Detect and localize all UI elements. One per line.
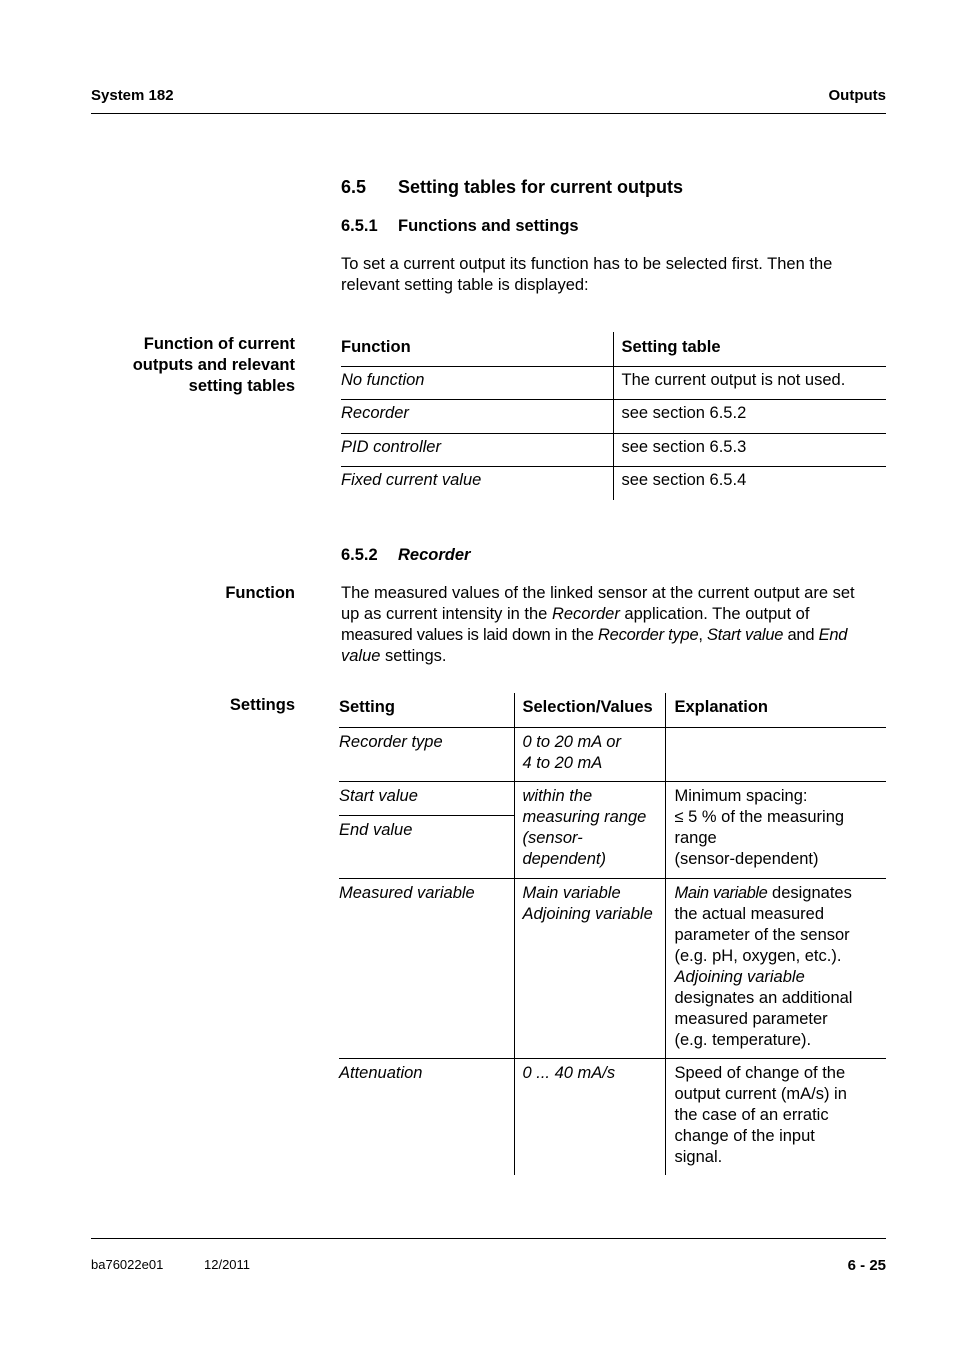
cell-line: parameter of the sensor (674, 925, 850, 944)
text-run: designates (767, 883, 852, 902)
setting-cell: Measured variable (339, 878, 514, 1058)
cell-line: (e.g. pH, oxygen, etc.). (674, 946, 842, 965)
cell-line (675, 883, 887, 904)
side-label-function: Function (225, 584, 295, 602)
text-run: measured values is laid down in the (341, 626, 598, 644)
cell-line: 0 to 20 mA or (522, 732, 621, 751)
explanation-cell (665, 878, 886, 1058)
paragraph-line (341, 604, 891, 625)
setting-table-cell: see section 6.5.2 (613, 400, 886, 434)
cell-line: the case of an erratic (674, 1105, 829, 1124)
values-cell (514, 781, 665, 878)
section-number: 6.5.2 (341, 546, 378, 564)
text-run-italic: Recorder type (597, 626, 699, 644)
table-row (339, 781, 886, 815)
table-row (339, 727, 886, 781)
intro-paragraph (341, 254, 886, 296)
setting-cell: Recorder type (339, 727, 514, 781)
text-run: and (783, 626, 819, 644)
table-row (341, 366, 886, 400)
text-run-italic: Main variable (674, 883, 768, 902)
text-run-italic: Recorder (551, 605, 620, 623)
intro-line: To set a current output its function has to be selected first. Then the (341, 255, 833, 273)
cell-line: designates an additional (674, 988, 853, 1007)
values-cell (514, 878, 665, 1058)
settings-table (339, 693, 886, 1175)
text-run: application. The output of (619, 605, 810, 623)
cell-line: signal. (674, 1147, 723, 1166)
cell-line: measuring range (522, 807, 647, 826)
section-number: 6.5.1 (341, 217, 378, 235)
footer-date: 12/2011 (204, 1257, 251, 1272)
cell-line: within the (522, 786, 593, 805)
column-header-selection-values: Selection/Values (514, 693, 665, 727)
table-row (339, 1058, 886, 1175)
section-title: Recorder (398, 546, 471, 564)
section-heading-6-5-1 (341, 217, 579, 236)
paragraph-line: The measured values of the linked sensor at the current output are set (341, 584, 855, 602)
page-number: 6 - 25 (847, 1257, 886, 1274)
side-label-line: outputs and relevant (132, 356, 295, 374)
explanation-cell (665, 727, 886, 781)
cell-line: output current (mA/s) in (674, 1084, 847, 1103)
table-row (341, 400, 886, 434)
section-number: 6.5 (341, 177, 367, 197)
section-title: Setting tables for current outputs (398, 177, 684, 197)
setting-table-cell: see section 6.5.4 (613, 467, 886, 501)
cell-line: (sensor- (522, 828, 583, 847)
setting-cell: End value (339, 815, 514, 878)
side-label-settings: Settings (229, 696, 295, 714)
cell-line: 4 to 20 mA (522, 753, 603, 772)
setting-table-cell: see section 6.5.3 (613, 433, 886, 467)
intro-line: relevant setting table is displayed: (341, 276, 589, 294)
table-row (341, 467, 886, 501)
setting-cell: Start value (339, 781, 514, 815)
values-cell: 0 ... 40 mA/s (514, 1058, 665, 1175)
cell-line: Adjoining variable (674, 967, 805, 986)
text-run: settings. (380, 647, 447, 665)
function-cell: Fixed current value (341, 471, 482, 489)
cell-line: (e.g. temperature). (674, 1030, 812, 1049)
cell-line: dependent) (522, 849, 606, 868)
setting-cell: Attenuation (339, 1063, 423, 1082)
text-run-italic: value (341, 647, 381, 665)
section-heading-6-5 (341, 177, 683, 198)
recorder-description (341, 583, 891, 667)
section-title: Functions and settings (398, 217, 579, 235)
table-row (339, 878, 886, 1058)
footer-doc-id: ba76022e01 (91, 1257, 164, 1272)
column-header-explanation: Explanation (665, 693, 886, 727)
header-rule (91, 113, 886, 114)
side-label-function-tables (133, 334, 295, 397)
footer-rule (91, 1238, 886, 1239)
cell-line: Main variable (522, 883, 621, 902)
explanation-cell (665, 781, 886, 878)
cell-line: the actual measured (674, 904, 825, 923)
function-cell: PID controller (341, 433, 613, 467)
column-header-function: Function (341, 332, 613, 366)
text-run: , (698, 626, 708, 644)
cell-line: Speed of change of the (674, 1063, 846, 1082)
column-header-setting: Setting (339, 693, 514, 727)
table-header-row (341, 332, 886, 366)
cell-line: Minimum spacing: (674, 786, 808, 805)
side-label-line: setting tables (188, 377, 295, 395)
function-cell: Recorder (341, 400, 613, 434)
table-row (341, 433, 886, 467)
cell-line: Adjoining variable (522, 904, 653, 923)
cell-line: range (674, 828, 717, 847)
running-header-right: Outputs (828, 87, 886, 104)
setting-table-cell: The current output is not used. (613, 366, 886, 400)
column-header-setting-table: Setting table (613, 332, 886, 366)
text-run: up as current intensity in the (341, 605, 552, 623)
cell-line: change of the input (674, 1126, 815, 1145)
text-run-italic: End (818, 626, 848, 644)
section-heading-6-5-2 (341, 546, 470, 565)
explanation-cell (665, 1058, 886, 1175)
function-table (341, 332, 886, 500)
cell-line: (sensor-dependent) (674, 849, 819, 868)
cell-line: measured parameter (674, 1009, 828, 1028)
running-header-left: System 182 (91, 87, 174, 104)
table-header-row (339, 693, 886, 727)
side-label-line: Function of current (143, 335, 295, 353)
function-cell: No function (341, 366, 613, 400)
values-cell (514, 727, 665, 781)
paragraph-line (341, 646, 891, 667)
cell-line: ≤ 5 % of the measuring (674, 807, 845, 826)
paragraph-line (341, 625, 891, 646)
text-run-italic: Start value (707, 626, 784, 644)
